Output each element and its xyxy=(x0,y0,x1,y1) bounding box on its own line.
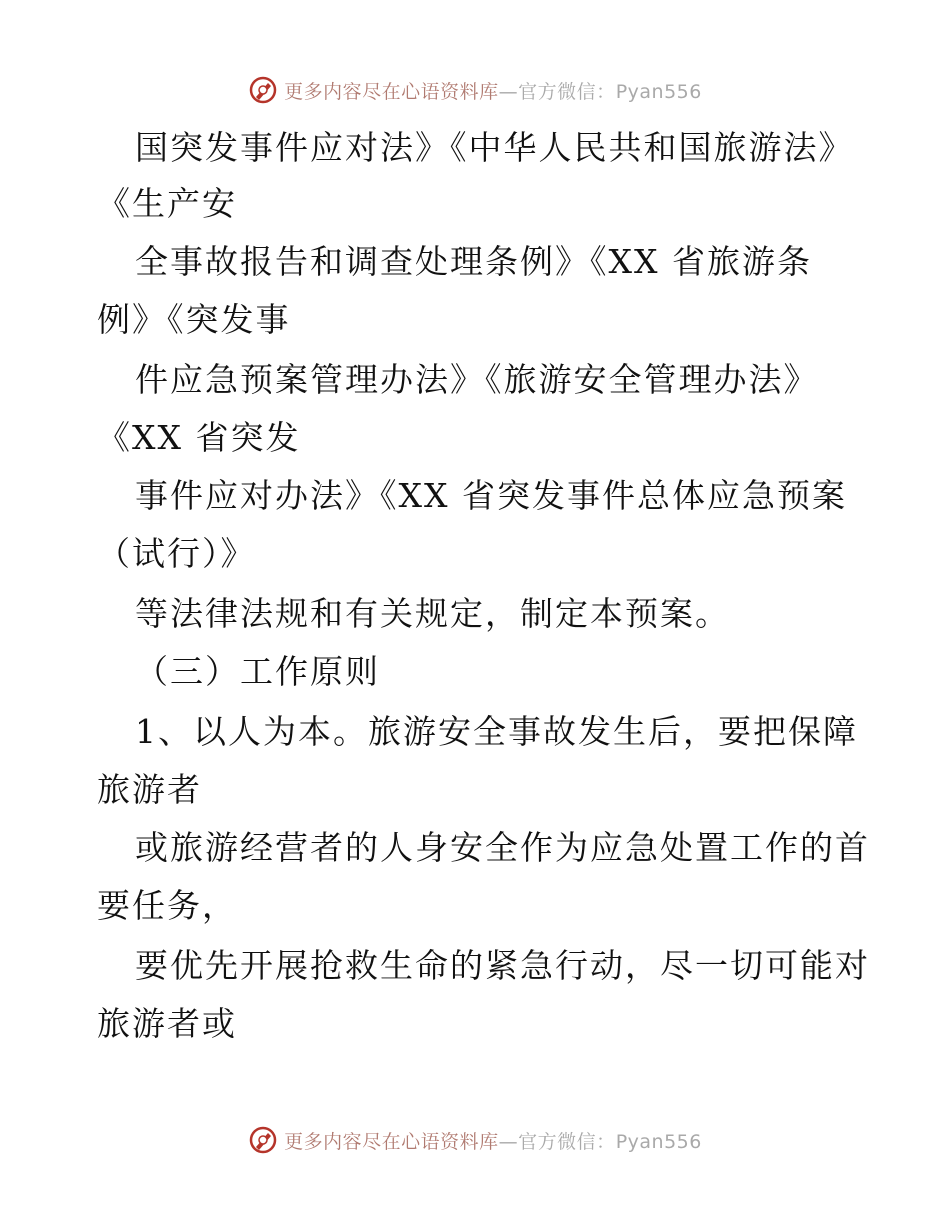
paragraph-line: 旅游者或 xyxy=(97,1004,237,1043)
paragraph-line: 《XX 省突发 xyxy=(97,418,301,457)
paragraph-line: 国突发事件应对法》《中华人民共和国旅游法》 xyxy=(135,128,854,167)
footer-wechat-label: 官方微信： xyxy=(518,1130,616,1153)
header-wechat-id: Pyan556 xyxy=(615,80,702,103)
paragraph-line: 全事故报告和调查处理条例》《XX 省旅游条 xyxy=(135,242,812,281)
brand-logo-icon xyxy=(248,75,278,105)
paragraph-line: 或旅游经营者的人身安全作为应急处置工作的首 xyxy=(135,828,870,867)
footer-brand: 更多内容尽在心语资料库 xyxy=(284,1130,499,1153)
brand-logo-icon xyxy=(248,1125,278,1155)
paragraph-line: 例》《突发事 xyxy=(97,300,291,339)
paragraph-line: 要优先开展抢救生命的紧急行动，尽一切可能对 xyxy=(135,946,870,985)
paragraph-line: （试行）》 xyxy=(97,534,256,573)
header-watermark-text xyxy=(284,77,702,104)
footer-banner xyxy=(0,1120,950,1160)
header-brand: 更多内容尽在心语资料库 xyxy=(284,80,499,103)
paragraph-line: 旅游者 xyxy=(97,770,202,809)
paragraph-line: 件应急预案管理办法》《旅游安全管理办法》 xyxy=(135,360,819,399)
footer-watermark-text xyxy=(284,1127,702,1154)
paragraph-line: 要任务， xyxy=(97,886,237,925)
paragraph-line: （三）工作原则 xyxy=(135,652,380,691)
paragraph-line: 事件应对办法》《XX 省突发事件总体应急预案 xyxy=(135,476,847,515)
header-dash: — xyxy=(498,80,519,103)
header-wechat-label: 官方微信： xyxy=(518,80,616,103)
paragraph-line: 1、以人为本。旅游安全事故发生后，要把保障 xyxy=(135,712,858,751)
footer-dash: — xyxy=(498,1130,519,1153)
paragraph-line: 等法律法规和有关规定，制定本预案。 xyxy=(135,594,730,633)
footer-wechat-id: Pyan556 xyxy=(615,1130,702,1153)
header-banner xyxy=(0,70,950,110)
paragraph-line: 《生产安 xyxy=(97,184,237,223)
